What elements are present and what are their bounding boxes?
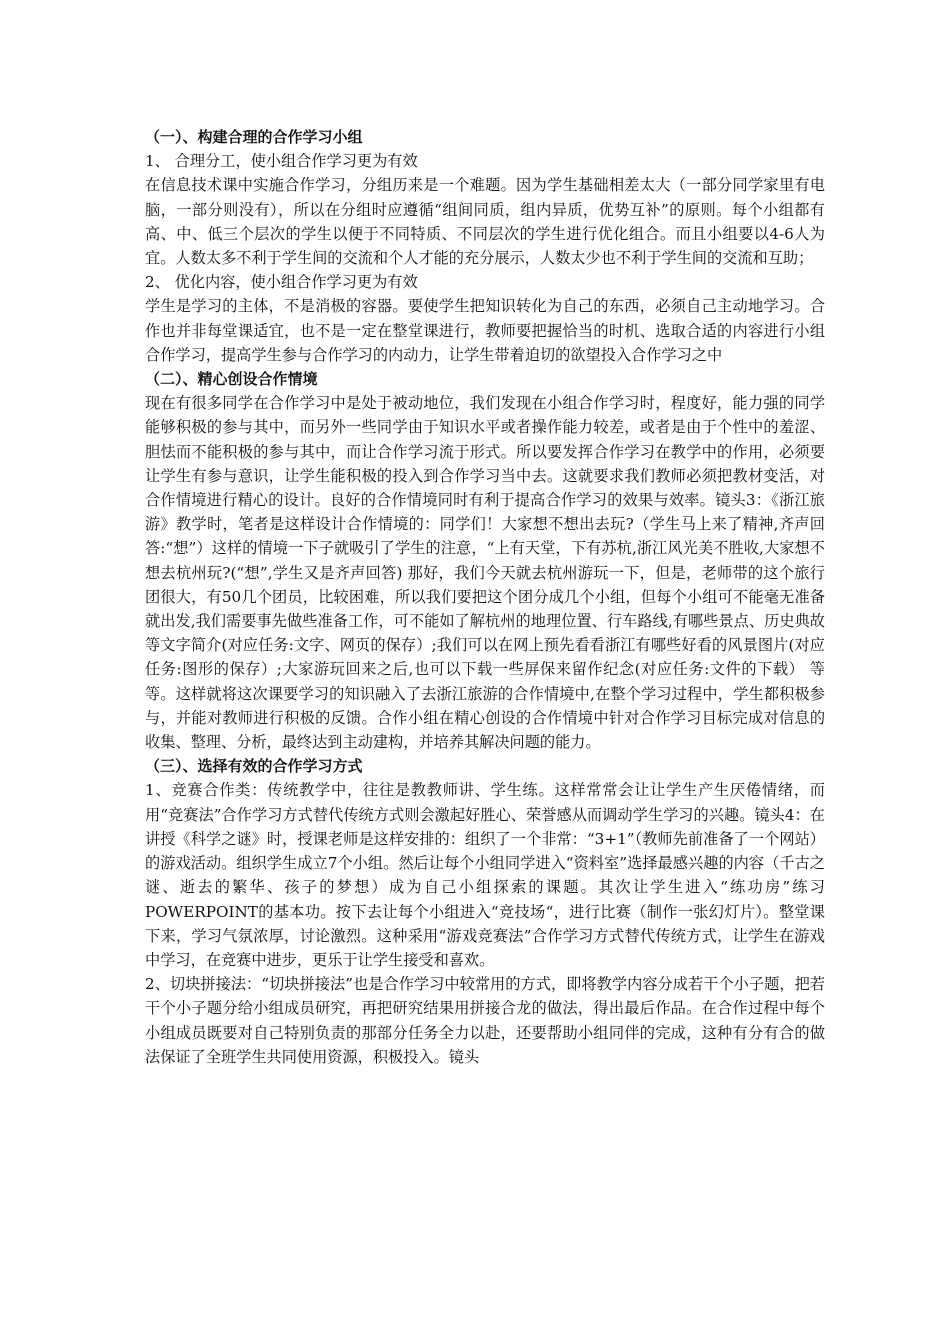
section-3-item-2: 2、切块拼接法：“切块拼接法”也是合作学习中较常用的方式，即将教学内容分成若干个小子题，把若干个小子题分给小组成员研究，再把研究结果用拼接合龙的做法，得出最后作品。在合作过程中每个小组成员既要对自己特别负责的那部分任务全力以赴，还要帮助小组同伴的完成，这种有分有合的做法保证了全班学生共同使用资源，积极投入。镜头 [145,975,825,1066]
section-1-subtitle-1: 1、 合理分工，使小组合作学习更为有效 [145,152,418,171]
section-1-subtitle-2: 2、 优化内容，使小组合作学习更为有效 [145,273,418,292]
section-3-heading: （三）、选择有效的合作学习方式 [145,757,363,776]
section-3-item-1: 1、竞赛合作类：传统教学中，往往是教教师讲、学生练。这样常常会让让学生产生厌倦情绪，而用“竞赛法”合作学习方式替代传统方式则会激起好胜心、荣誉感从而调动学生学习的兴趣。镜头4：在讲授《科学之谜》时，授课老师是这样安排的：组织了一个非常：“3+1”（教师先前准备了一个网站）的游戏活动。组织学生成立7个小组。然后让每个小组同学进入“资料室”选择最感兴趣的内容（千古之谜、逝去的繁华、孩子的梦想）成为自己小组探索的课题。其次让学生进入“练功房”练习POWERPOINT的基本功。按下去让每个小组进入“竞技场“，进行比赛（制作一张幻灯片）。整堂课下来，学习气氛浓厚，讨论激烈。这种采用“游戏竞赛法”合作学习方式替代传统方式，让学生在游戏中学习，在竞赛中进步，更乐于让学生接受和喜欢。 [145,781,825,969]
document-page [145,125,825,1069]
section-2-heading: （二）、精心创设合作情境 [145,370,318,389]
section-1-paragraph-2: 学生是学习的主体，不是消极的容器。要使学生把知识转化为自己的东西，必须自己主动地学习。合作也并非每堂课适宜，也不是一定在整堂课进行，教师要把握恰当的时机、选取合适的内容进行小组合作学习，提高学生参与合作学习的内动力，让学生带着迫切的欲望投入合作学习之中 [145,297,825,364]
section-1-heading: （一）、构建合理的合作学习小组 [145,128,363,146]
section-2-paragraph: 现在有很多同学在合作学习中是处于被动地位，我们发现在小组合作学习时，程度好，能力强的同学能够积极的参与其中，而另外一些同学由于知识水平或者操作能力较差，或者是由于个性中的羞涩、胆怯而不能积极的参与其中，而让合作学习流于形式。所以要发挥合作学习在教学中的作用，必须要让学生有参与意识，让学生能积极的投入到合作学习当中去。这就要求我们教师必须把教材变活，对合作情境进行精心的设计。良好的合作情境同时有利于提高合作学习的效果与效率。镜头3：《浙江旅游》教学时，笔者是这样设计合作情境的：同学们！大家想不想出去玩?（学生马上来了精神,齐声回答:“想”）这样的情境一下子就吸引了学生的注意，“上有天堂，下有苏杭,浙江风光美不胜收,大家想不想去杭州玩?(“想”,学生又是齐声回答) 那好，我们今天就去杭州游玩一下，但是，老师带的这个旅行团很大，有50几个团员，比较困难，所以我们要把这个团分成几个小组，但每个小组可不能毫无准备就出发,我们需要事先做些准备工作，可不能如了解杭州的地理位置、行车路线,有哪些景点、历史典故等文字简介(对应任务:文字、网页的保存）;我们可以在网上预先看看浙江有哪些好看的风景图片(对应任务:图形的保存）;大家游玩回来之后,也可以下载一些屏保来留作纪念(对应任务:文件的下载） 等等。这样就将这次课要学习的知识融入了去浙江旅游的合作情境中,在整个学习过程中，学生都积极参与，并能对教师进行积极的反馈。合作小组在精心创设的合作情境中针对合作学习目标完成对信息的收集、整理、分析，最终达到主动建构，并培养其解决问题的能力。 [145,394,825,752]
section-1-paragraph-1: 在信息技术课中实施合作学习，分组历来是一个难题。因为学生基础相差太大（一部分同学家里有电脑，一部分则没有），所以在分组时应遵循“组间同质，组内异质，优势互补”的原则。每个小组都有高、中、低三个层次的学生以便于不同特质、不同层次的学生进行优化组合。而且小组要以4-6人为宜。人数太多不利于学生间的交流和个人才能的充分展示，人数太少也不利于学生间的交流和互助； [145,176,825,268]
